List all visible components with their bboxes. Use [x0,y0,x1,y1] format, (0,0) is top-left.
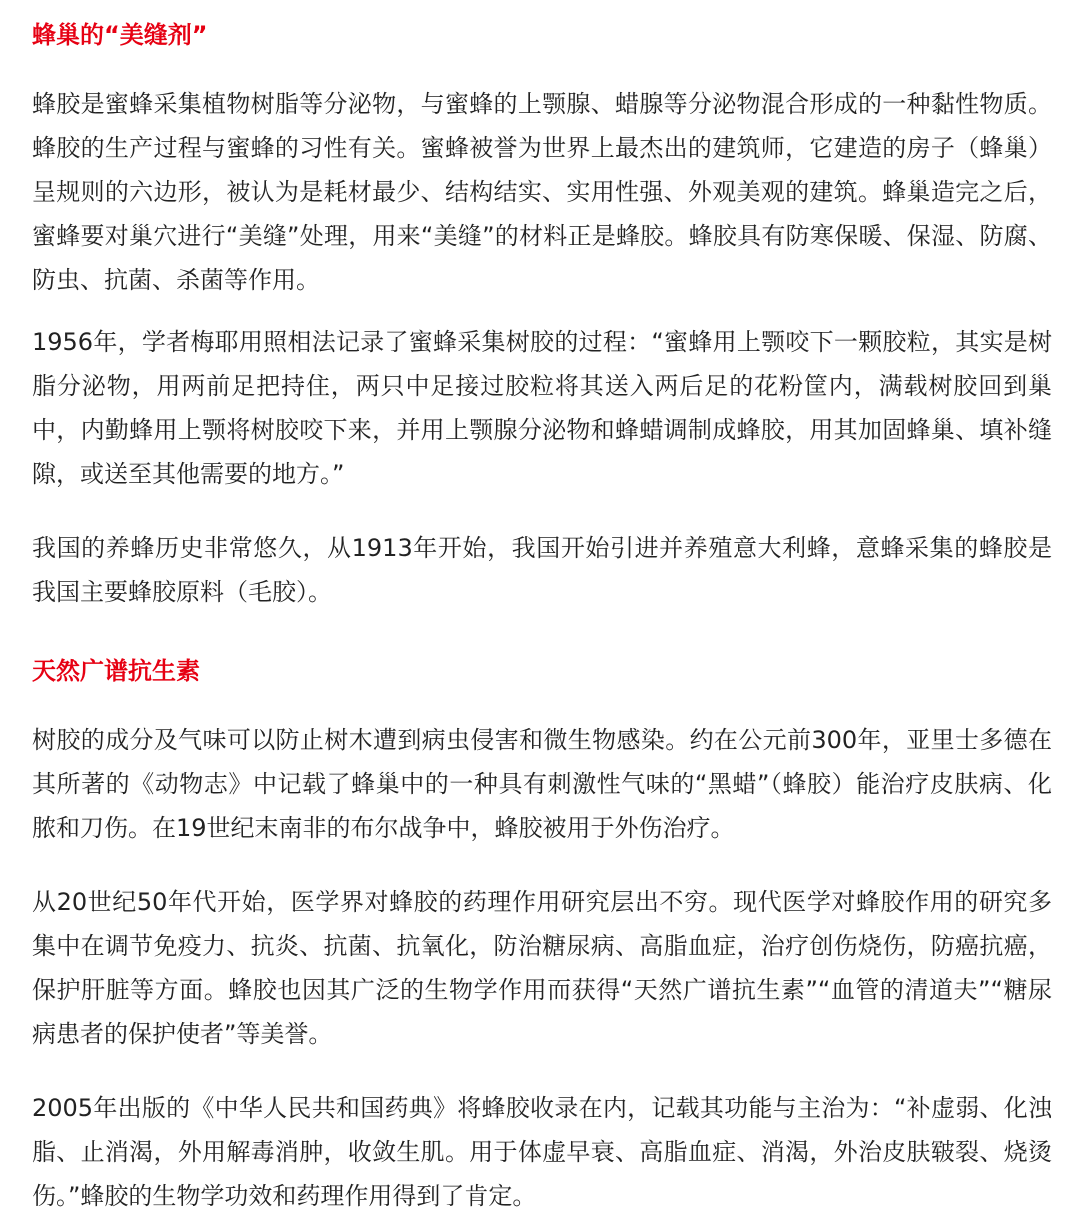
paragraph: 蜂胶是蜜蜂采集植物树脂等分泌物，与蜜蜂的上颚腺、蜡腺等分泌物混合形成的一种黏性物质。蜂胶的生产过程与蜜蜂的习性有关。蜜蜂被誉为世界上最杰出的建筑师，它建造的房子（蜂巢）呈规则的六边形，被认为是耗材最少、结构结实、实用性强、外观美观的建筑。蜂巢造完之后，蜜蜂要对巢穴进行“美缝”处理，用来“美缝”的材料正是蜂胶。蜂胶具有防寒保暖、保湿、防腐、防虫、抗菌、杀菌等作用。 [32,90,1052,294]
paragraph: 我国的养蜂历史非常悠久，从1913年开始，我国开始引进并养殖意大利蜂，意蜂采集的蜂胶是我国主要蜂胶原料（毛胶）。 [32,534,1052,606]
section-heading-seam-filler: 蜂巢的“美缝剂” [32,21,208,49]
paragraph: 树胶的成分及气味可以防止树木遭到病虫侵害和微生物感染。约在公元前300年，亚里士多德在其所著的《动物志》中记载了蜂巢中的一种具有刺激性气味的“黑蜡”（蜂胶）能治疗皮肤病、化脓和刀伤。在19世纪末南非的布尔战争中，蜂胶被用于外伤治疗。 [32,726,1052,842]
paragraph: 2005年出版的《中华人民共和国药典》将蜂胶收录在内，记载其功能与主治为：“补虚弱、化浊脂、止消渴，外用解毒消肿，收敛生肌。用于体虚早衰、高脂血症、消渴，外治皮肤皲裂、烧烫伤。”蜂胶的生物学功效和药理作用得到了肯定。 [32,1094,1052,1210]
paragraph: 1956年，学者梅耶用照相法记录了蜜蜂采集树胶的过程：“蜜蜂用上颚咬下一颗胶粒，其实是树脂分泌物，用两前足把持住，两只中足接过胶粒将其送入两后足的花粉筐内，满载树胶回到巢中，内勤蜂用上颚将树胶咬下来，并用上颚腺分泌物和蜂蜡调制成蜂胶，用其加固蜂巢、填补缝隙，或送至其他需要的地方。” [32,328,1052,488]
spacer [32,688,1052,718]
spacer [32,52,1052,82]
spacer [32,850,1052,880]
article-body [32,18,1052,1218]
spacer [32,496,1052,526]
spacer [32,302,1052,320]
paragraph: 从20世纪50年代开始，医学界对蜂胶的药理作用研究层出不穷。现代医学对蜂胶作用的研究多集中在调节免疫力、抗炎、抗菌、抗氧化，防治糖尿病、高脂血症，治疗创伤烧伤，防癌抗癌，保护肝脏等方面。蜂胶也因其广泛的生物学作用而获得“天然广谱抗生素”“血管的清道夫”“糖尿病患者的保护使者”等美誉。 [32,888,1052,1048]
spacer [32,1056,1052,1086]
spacer [32,614,1052,654]
section-heading-antibiotic: 天然广谱抗生素 [32,657,200,685]
